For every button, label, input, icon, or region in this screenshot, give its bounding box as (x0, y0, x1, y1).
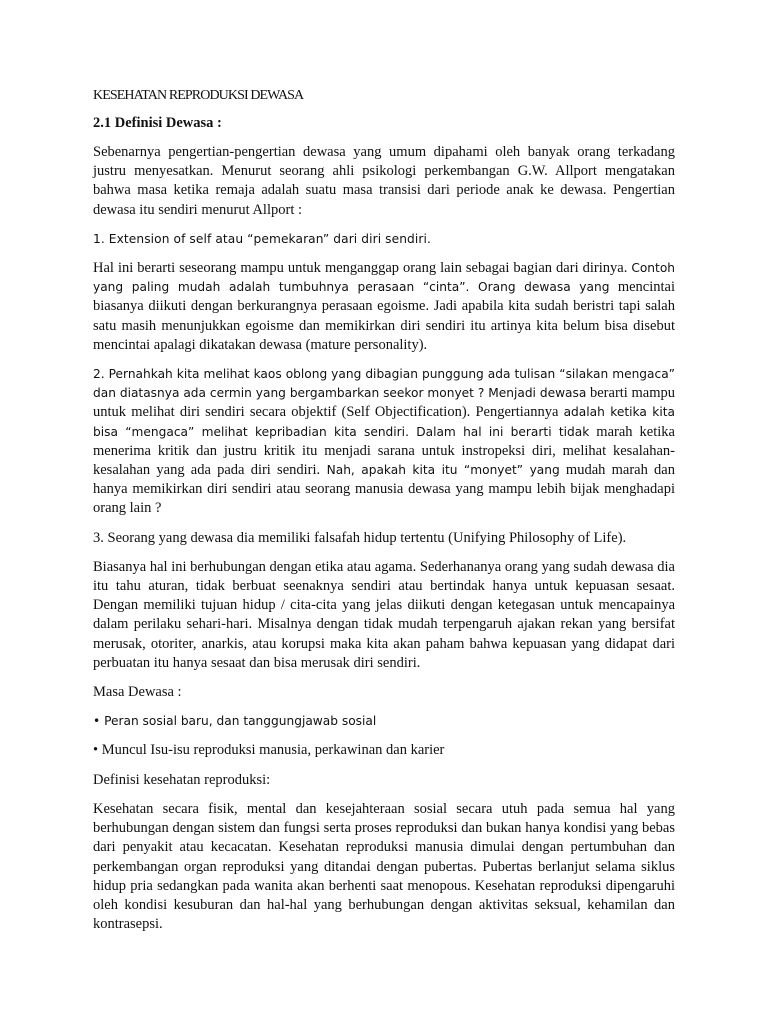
point2-paragraph (93, 365, 675, 519)
document-title: KESEHATAN REPRODUKSI DEWASA (93, 88, 304, 103)
point3-title: 3. Seorang yang dewasa dia memiliki falsafah hidup tertentu (Unifying Philosophy of Life). (93, 529, 627, 546)
point2-part-c: adalah ketika kita bisa “mengaca” melihat kepribadian kita sendiri. Dalam hal ini berarti tidak (93, 405, 675, 439)
definisi-label: Definisi kesehatan reproduksi: (93, 771, 271, 788)
definisi-body: Kesehatan secara fisik, mental dan kesejahteraan sosial secara utuh pada semua hal yang berhubungan dengan sistem dan fungsi serta proses reproduksi dan bukan hanya kondisi yang bebas dari penyakit atau kecacatan. Kesehatan reproduksi manusia dimulai dengan pertumbuhan dan perkembangan organ reproduksi yang ditandai dengan pubertas. Pubertas berlanjut selama siklus hidup pria sedangkan pada wanita akan berhenti saat menopous. Kesehatan reproduksi dipengaruhi oleh kondisi kesuburan dan hal-hal yang berhubungan dengan aktivitas seksual, kehamilan dan kontrasepsi. (93, 800, 675, 933)
intro-paragraph: Sebenarnya pengertian-pengertian dewasa yang umum dipahami oleh banyak orang terkadang justru menyesatkan. Menurut seorang ahli psikologi perkembangan G.W. Allport mengatakan bahwa masa ketika remaja adalah suatu masa transisi dari periode anak ke dewasa. Pengertian dewasa itu sendiri menurut Allport : (93, 144, 675, 218)
point2-part-e: Nah, apakah kita itu “monyet” yang (320, 463, 560, 478)
point1-body-part-c: mencintai biasanya diikuti dengan berkurangnya perasaan egoisme. Jadi apabila kita sudah beristri tapi salah satu masih menunjukkan egoisme dan memikirkan diri sendiri itu artinya kita belum bisa disebut mencintai apalagi dikatakan dewasa (mature personality). (93, 279, 676, 353)
point1-body-part-b: Contoh yang paling mudah adalah tumbuhnya perasaan “cinta”. Orang dewasa yang (93, 261, 675, 295)
point2-part-a: 2. Pernahkah kita melihat kaos oblong yang dibagian punggung ada tulisan “silakan mengaca” dan diatasnya ada cermin yang bergambarkan seekor monyet ? Menjadi dewasa (93, 367, 675, 401)
document-page (93, 86, 675, 944)
point2-part-d: marah ketika menerima kritik dan justru kritik itu menjadi sarana untuk instropeksi diri, melihat kesalahan-kesalahan yang ada pada diri sendiri. (93, 423, 675, 479)
point1-body-part-a: Hal ini berarti seseorang mampu untuk menganggap orang lain sebagai bagian dari dirinya. (93, 260, 632, 277)
bullet-item-1 (93, 712, 675, 731)
bullet-item-1-text: • Peran sosial baru, dan tanggungjawab sosial (93, 714, 377, 729)
bullet-item-2: • Muncul Isu-isu reproduksi manusia, perkawinan dan karier (93, 742, 445, 759)
point1-body (93, 259, 675, 355)
masa-dewasa-label: Masa Dewasa : (93, 684, 182, 701)
point1-title: 1. Extension of self atau “pemekaran” dari diri sendiri. (93, 231, 431, 246)
point2-part-f: mudah marah dan hanya memikirkan diri sendiri atau seorang manusia dewasa yang mampu lebih bijak menghadapi orang lain ? (93, 462, 675, 517)
point3-body: Biasanya hal ini berhubungan dengan etika atau agama. Sederhananya orang yang sudah dewasa dia itu tahu aturan, tidak berbuat seenaknya sendiri atau bertindak hanya untuk kepuasan sesaat. Dengan memiliki tujuan hidup / cita-cita yang jelas diikuti dengan ketegasan untuk mencapainya dalam perilaku sehari-hari. Misalnya dengan tidak mudah terpengaruh ajakan rekan yang bersifat merusak, otoriter, anarkis, atau korupsi maka kita akan paham bahwa kepuasan yang didapat dari perbuatan itu hanya sesaat dan bisa merusak diri sendiri. (93, 558, 675, 671)
section-heading: 2.1 Definisi Dewasa : (93, 115, 222, 131)
point2-part-b: berarti mampu untuk melihat diri sendiri secara objektif (Self Objectification). Pengertiannya (93, 385, 675, 421)
